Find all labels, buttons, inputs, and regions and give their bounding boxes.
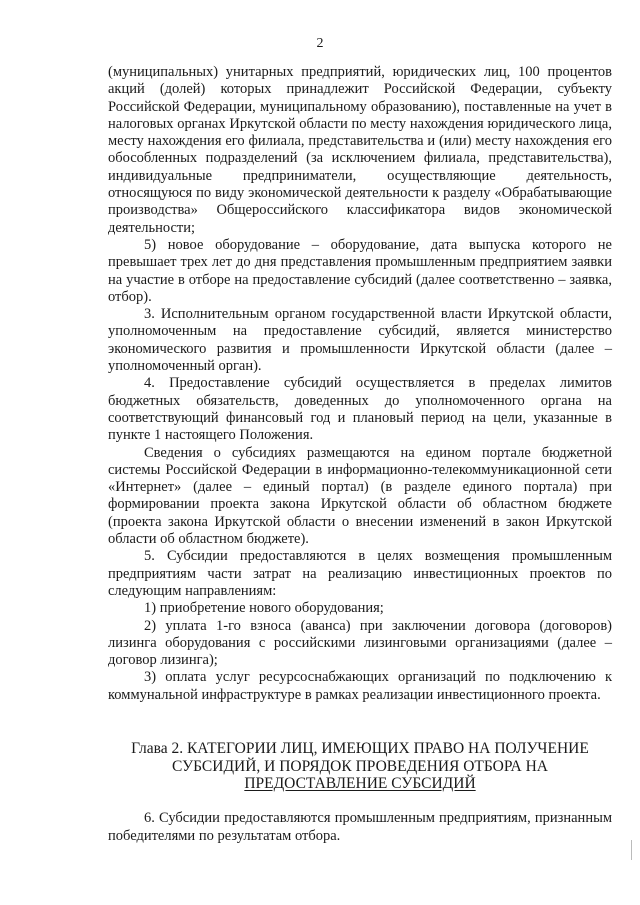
- page-number: 2: [316, 36, 324, 51]
- paragraph-3-authority: 3. Исполнительным органом государственной власти Иркутской области, уполномоченным на предоставление субсидий, является министерство экономического развития и промышленности Иркутской области (далее – уполномоченный орган).: [108, 306, 612, 375]
- chapter-body-text: [108, 810, 612, 845]
- list-item-2: 2) уплата 1-го взноса (аванса) при заключении договора (договоров) лизинга оборудования с российскими лизинговыми организациями (далее – договор лизинга);: [108, 617, 612, 669]
- paragraph-4-limits: 4. Предоставление субсидий осуществляется в пределах лимитов бюджетных обязательств, доведенных до уполномоченного органа на соответствующий финансовый год и плановый период на цели, указанные в пункте 1 настоящего Положения.: [108, 375, 612, 444]
- chapter-heading: [108, 740, 612, 793]
- paragraph-portal-info: Сведения о субсидиях размещаются на едином портале бюджетной системы Российской Федерации в информационно-телекоммуникационной сети «Интернет» (далее – единый портал) (в разделе единого портала) при формировании проекта закона Иркутской области об областном бюджете (проекта закона Иркутской области о внесении изменений в закон Иркутской области об областном бюджете).: [108, 444, 612, 548]
- chapter-heading-line-2: СУБСИДИЙ, И ПОРЯДОК ПРОВЕДЕНИЯ ОТБОРА НА: [172, 757, 548, 775]
- chapter-heading-line-1: Глава 2. КАТЕГОРИИ ЛИЦ, ИМЕЮЩИХ ПРАВО НА ПОЛУЧЕНИЕ: [131, 740, 589, 757]
- body-text: [108, 64, 612, 704]
- list-item-3: 3) оплата услуг ресурсоснабжающих организаций по подключению к коммунальной инфраструктуре в рамках реализации инвестиционного проекта.: [108, 669, 612, 703]
- paragraph-6-recipients: 6. Субсидии предоставляются промышленным предприятиям, признанным победителями по результатам отбора.: [108, 810, 612, 844]
- chapter-heading-line-3: ПРЕДОСТАВЛЕНИЕ СУБСИДИЙ: [244, 775, 476, 792]
- scan-margin-mark: [631, 840, 636, 860]
- paragraph-5-purposes: 5. Субсидии предоставляются в целях возмещения промышленным предприятиям части затрат на реализацию инвестиционных проектов по следующим направлениям:: [108, 548, 612, 599]
- paragraph-definitions-cont: (муниципальных) унитарных предприятий, юридических лиц, 100 процентов акций (долей) которых принадлежит Российской Федерации, субъекту Российской Федерации, муниципальному образованию), поставленные на учет в налоговых органах Иркутской области по месту нахождения юридического лица, месту нахождения его филиала, представительства и (или) месту нахождения его обособленных подразделений (за исключением филиала, представительства), индивидуальные предприниматели, осуществляющие деятельность, относящуюся по виду экономической деятельности к разделу «Обрабатывающие производства» Общероссийского классификатора видов экономической деятельности;: [108, 64, 612, 236]
- list-item-1: 1) приобретение нового оборудования;: [144, 600, 384, 617]
- paragraph-new-equipment: 5) новое оборудование – оборудование, дата выпуска которого не превышает трех лет до дня представления промышленным предприятием заявки на участие в отборе на предоставление субсидий (далее соответственно – заявка, отбор).: [108, 236, 612, 305]
